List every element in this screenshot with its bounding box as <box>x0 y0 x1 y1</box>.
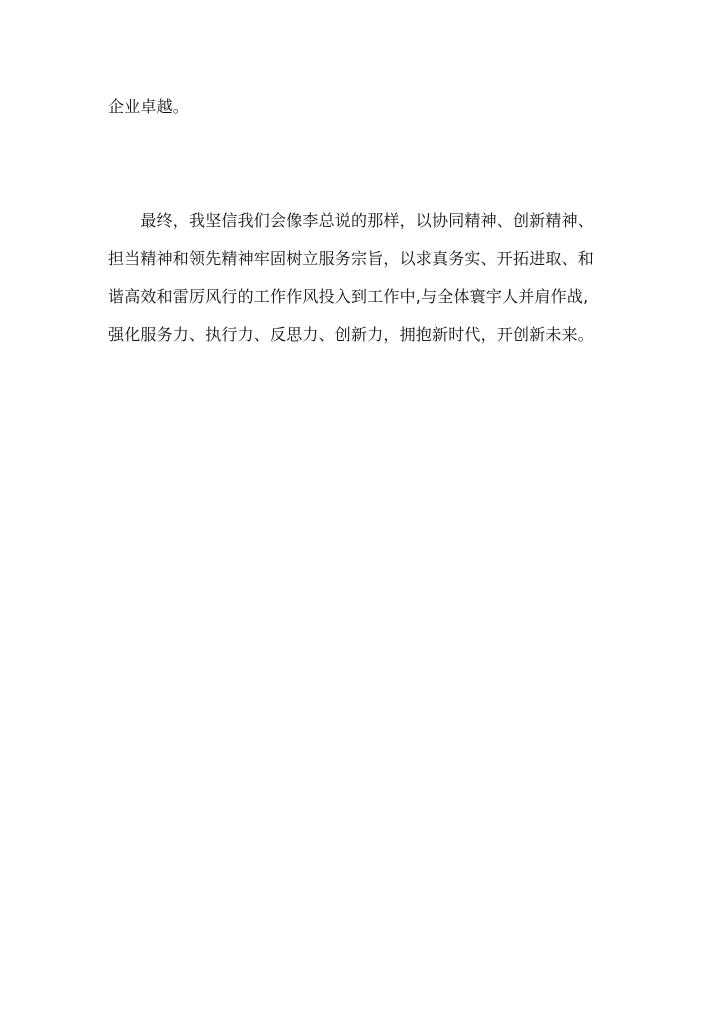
paragraph-line: 强化服务力、执行力、反思力、创新力，拥抱新时代，开创新未来。 <box>108 325 595 344</box>
paragraph-continuation <box>108 88 618 126</box>
paragraph-conclusion <box>108 202 618 354</box>
paragraph-line: 担当精神和领先精神牢固树立服务宗旨，以求真务实、开拓进取、和 <box>108 249 595 268</box>
paragraph-line: 最终，我坚信我们会像李总说的那样，以协同精神、创新精神、 <box>108 211 595 230</box>
paragraph-line: 谐高效和雷厉风行的工作作风投入到工作中,与全体寰宇人并肩作战, <box>108 287 589 306</box>
paragraph-line: 企业卓越。 <box>108 97 190 116</box>
